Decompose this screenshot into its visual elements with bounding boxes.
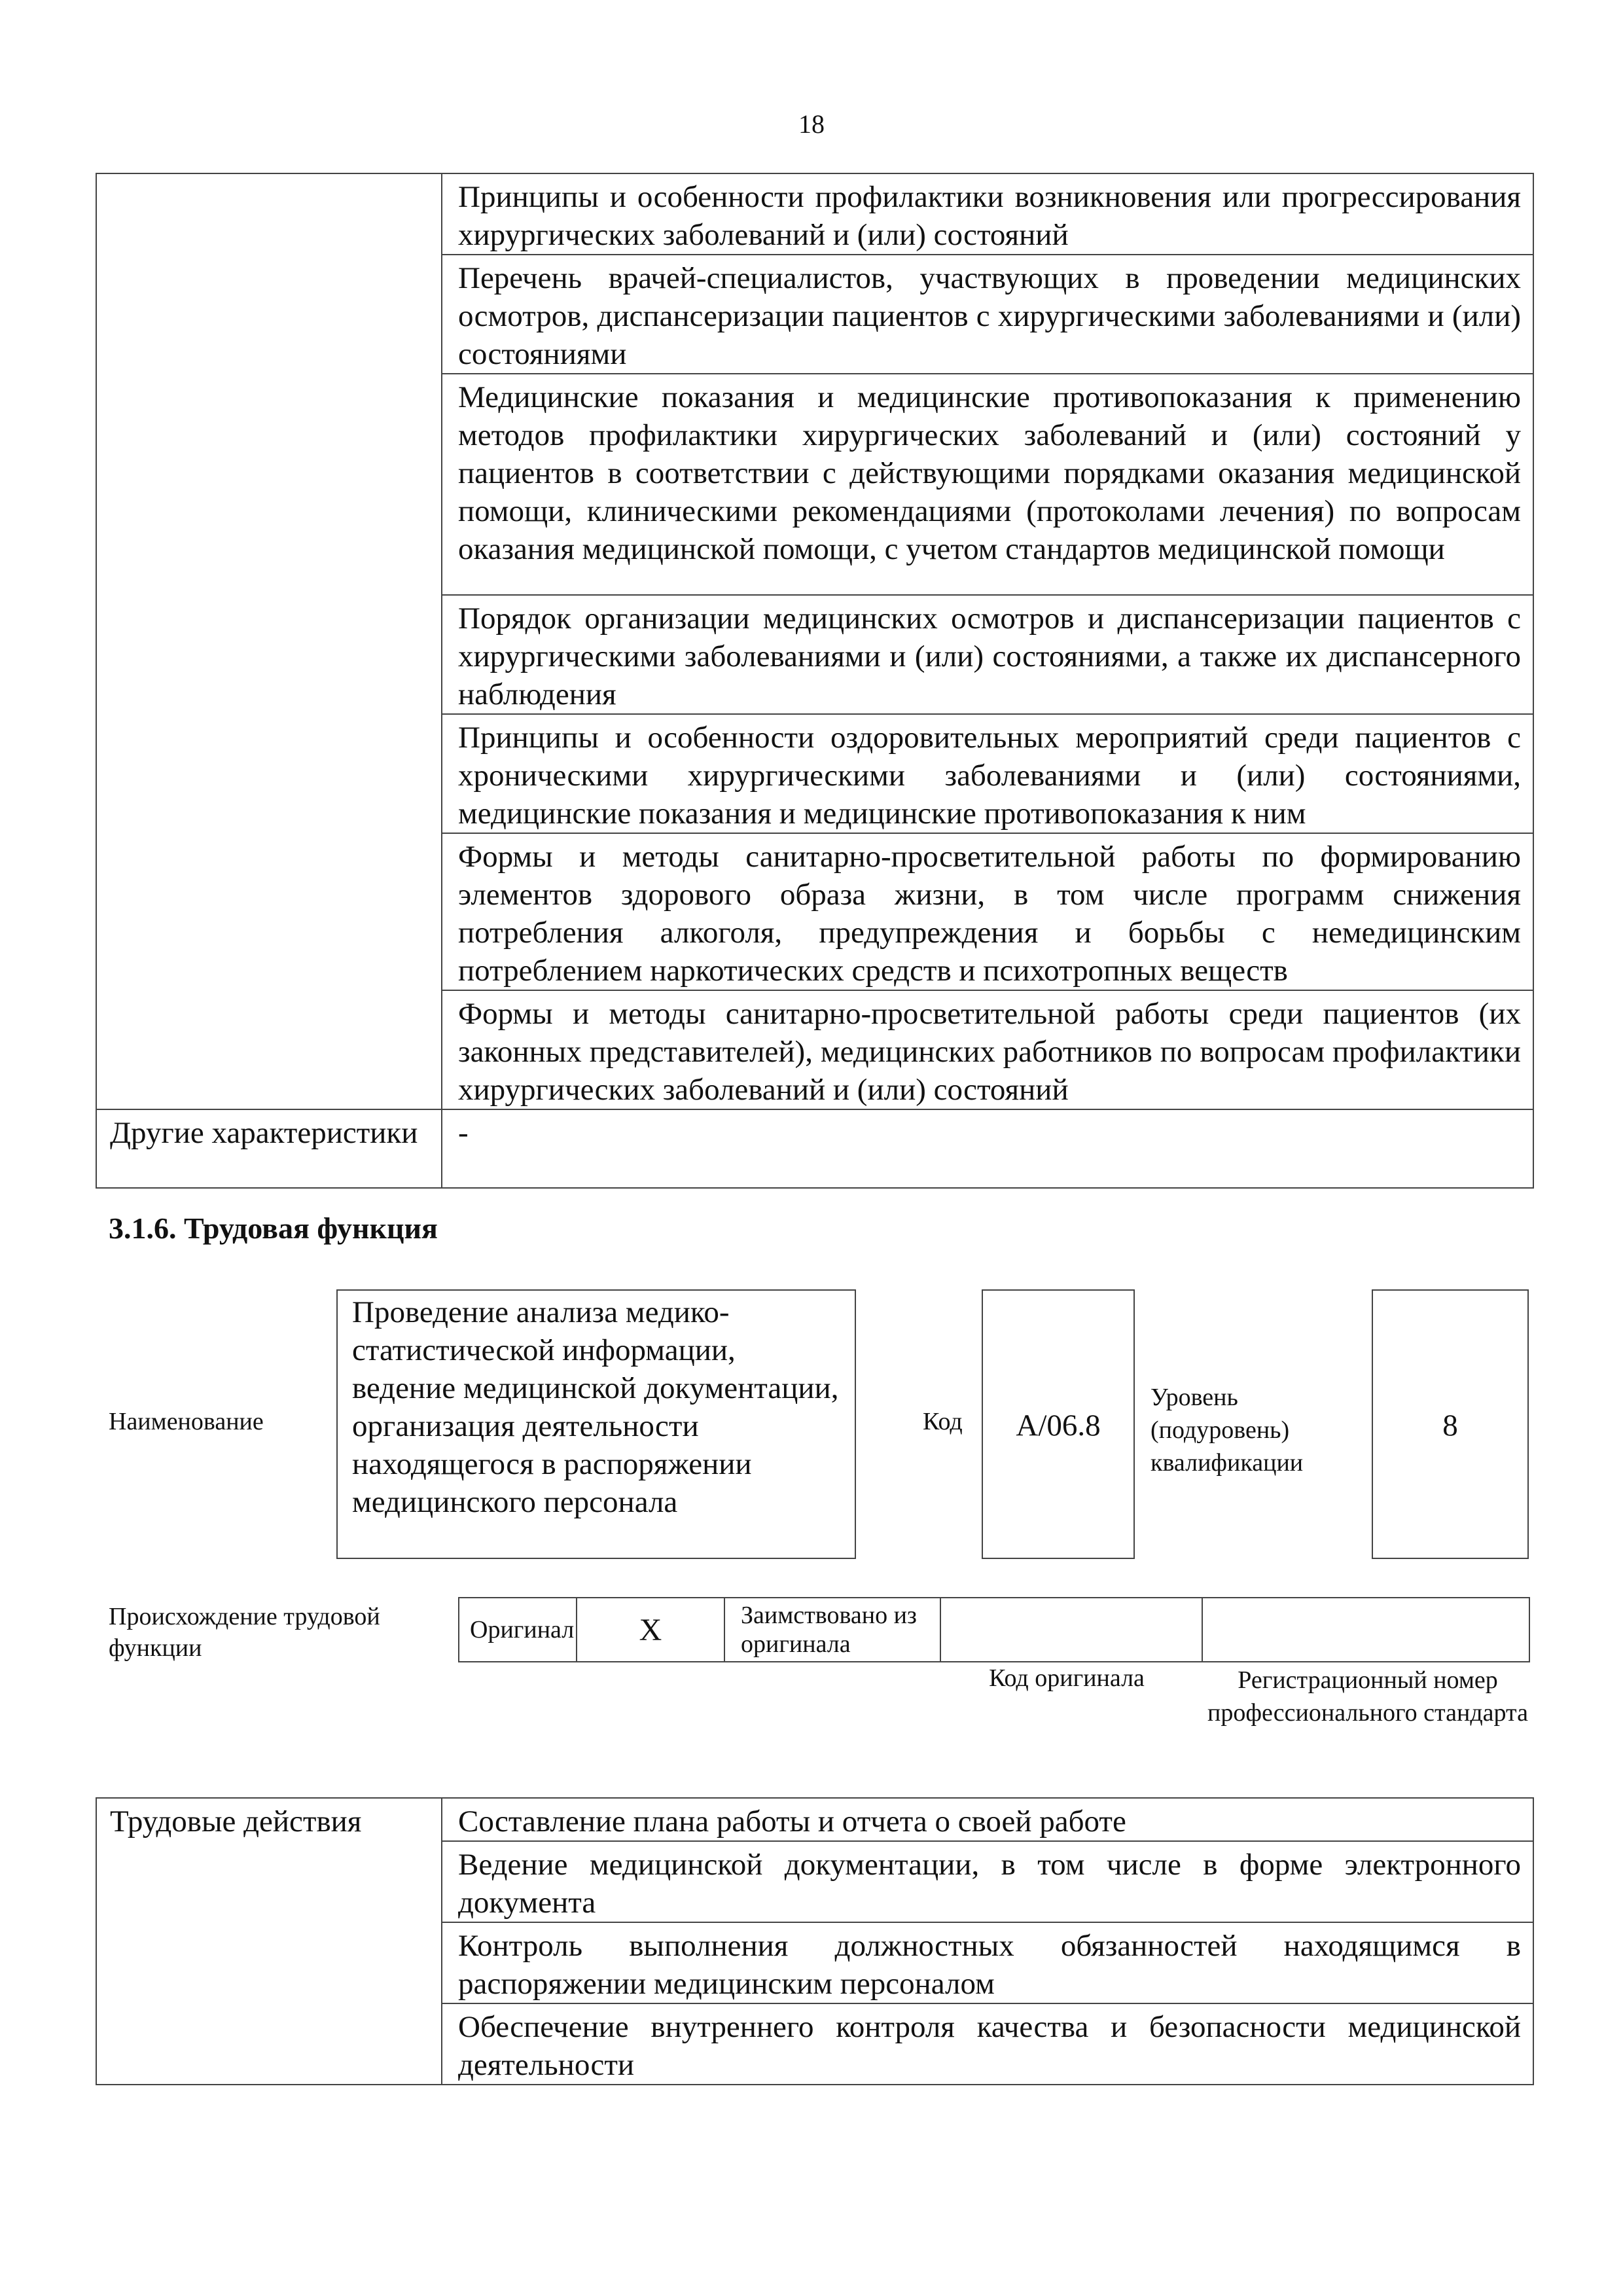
function-name: Проведение анализа медико-статистической информации, ведение медицинской документации, организация деятельности находящегося в распоряжении медицинского персонала bbox=[336, 1289, 856, 1559]
actions-table bbox=[96, 1797, 1534, 2085]
action-row: Составление плана работы и отчета о своей работе bbox=[442, 1798, 1533, 1841]
actions-label: Трудовые действия bbox=[96, 1798, 442, 2085]
action-row: Ведение медицинской документации, в том числе в форме электронного документа bbox=[442, 1841, 1533, 1922]
name-label: Наименование bbox=[109, 1408, 264, 1435]
other-label: Другие характеристики bbox=[96, 1109, 442, 1188]
knowledge-row: Медицинские показания и медицинские противопоказания к применению методов профилактики хирургических заболеваний и (или) состояний у пациентов в соответствии с действующими порядками оказания медицинской помощи, клиническими рекомендациями (протоколами лечения) по вопросам оказания медицинской помощи, с учетом стандартов медицинской помощи bbox=[442, 374, 1533, 595]
origin-label: Происхождение трудовой функции bbox=[109, 1603, 380, 1662]
original-code-cell bbox=[940, 1598, 1202, 1662]
original-mark: X bbox=[577, 1598, 724, 1662]
table-row bbox=[459, 1598, 1529, 1662]
knowledge-row: Перечень врачей-специалистов, участвующих в проведении медицинских осмотров, диспансеризации пациентов с хирургическими заболеваниями и (или) состояниями bbox=[442, 255, 1533, 374]
action-row: Обеспечение внутреннего контроля качества и безопасности медицинской деятельности bbox=[442, 2003, 1533, 2085]
empty-label-cell bbox=[96, 173, 442, 1109]
reg-number-cell bbox=[1202, 1598, 1529, 1662]
function-code: A/06.8 bbox=[982, 1289, 1135, 1559]
reg-number-caption: Регистрационный номер профессионального стандарта bbox=[1207, 1666, 1528, 1727]
borrowed-label: Заимствовано из оригинала bbox=[724, 1598, 940, 1662]
section-heading: 3.1.6. Трудовая функция bbox=[109, 1211, 438, 1245]
original-code-caption: Код оригинала bbox=[989, 1664, 1145, 1692]
knowledge-row: Принципы и особенности оздоровительных мероприятий среди пациентов с хроническими хирургическими заболеваниями и (или) состояниями, медицинские показания и медицинские противопоказания к ним bbox=[442, 714, 1533, 833]
page-number: 18 bbox=[798, 109, 825, 139]
level-label: Уровень (подуровень) квалификации bbox=[1150, 1384, 1304, 1477]
table-row bbox=[96, 1109, 1533, 1188]
action-row: Контроль выполнения должностных обязанностей находящимся в распоряжении медицинским персоналом bbox=[442, 1922, 1533, 2003]
original-label: Оригинал bbox=[459, 1598, 577, 1662]
knowledge-row: Формы и методы санитарно-просветительной работы по формированию элементов здорового образа жизни, в том числе программ снижения потребления алкоголя, предупреждения и борьбы с немедицинским потреблением наркотических средств и психотропных веществ bbox=[442, 833, 1533, 990]
knowledge-row: Порядок организации медицинских осмотров и диспансеризации пациентов с хирургическими заболеваниями и (или) состояниями, а также их диспансерного наблюдения bbox=[442, 595, 1533, 714]
knowledge-row: Принципы и особенности профилактики возникновения или прогрессирования хирургических заболеваний и (или) состояний bbox=[442, 173, 1533, 255]
other-value: - bbox=[442, 1109, 1533, 1188]
table-row bbox=[96, 173, 1533, 255]
knowledge-table bbox=[96, 173, 1534, 1189]
code-label: Код bbox=[923, 1408, 963, 1435]
function-level: 8 bbox=[1372, 1289, 1529, 1559]
knowledge-row: Формы и методы санитарно-просветительной работы среди пациентов (их законных представителей), медицинских работников по вопросам профилактики хирургических заболеваний и (или) состояний bbox=[442, 990, 1533, 1109]
table-row bbox=[96, 1798, 1533, 1841]
origin-table bbox=[458, 1597, 1530, 1662]
